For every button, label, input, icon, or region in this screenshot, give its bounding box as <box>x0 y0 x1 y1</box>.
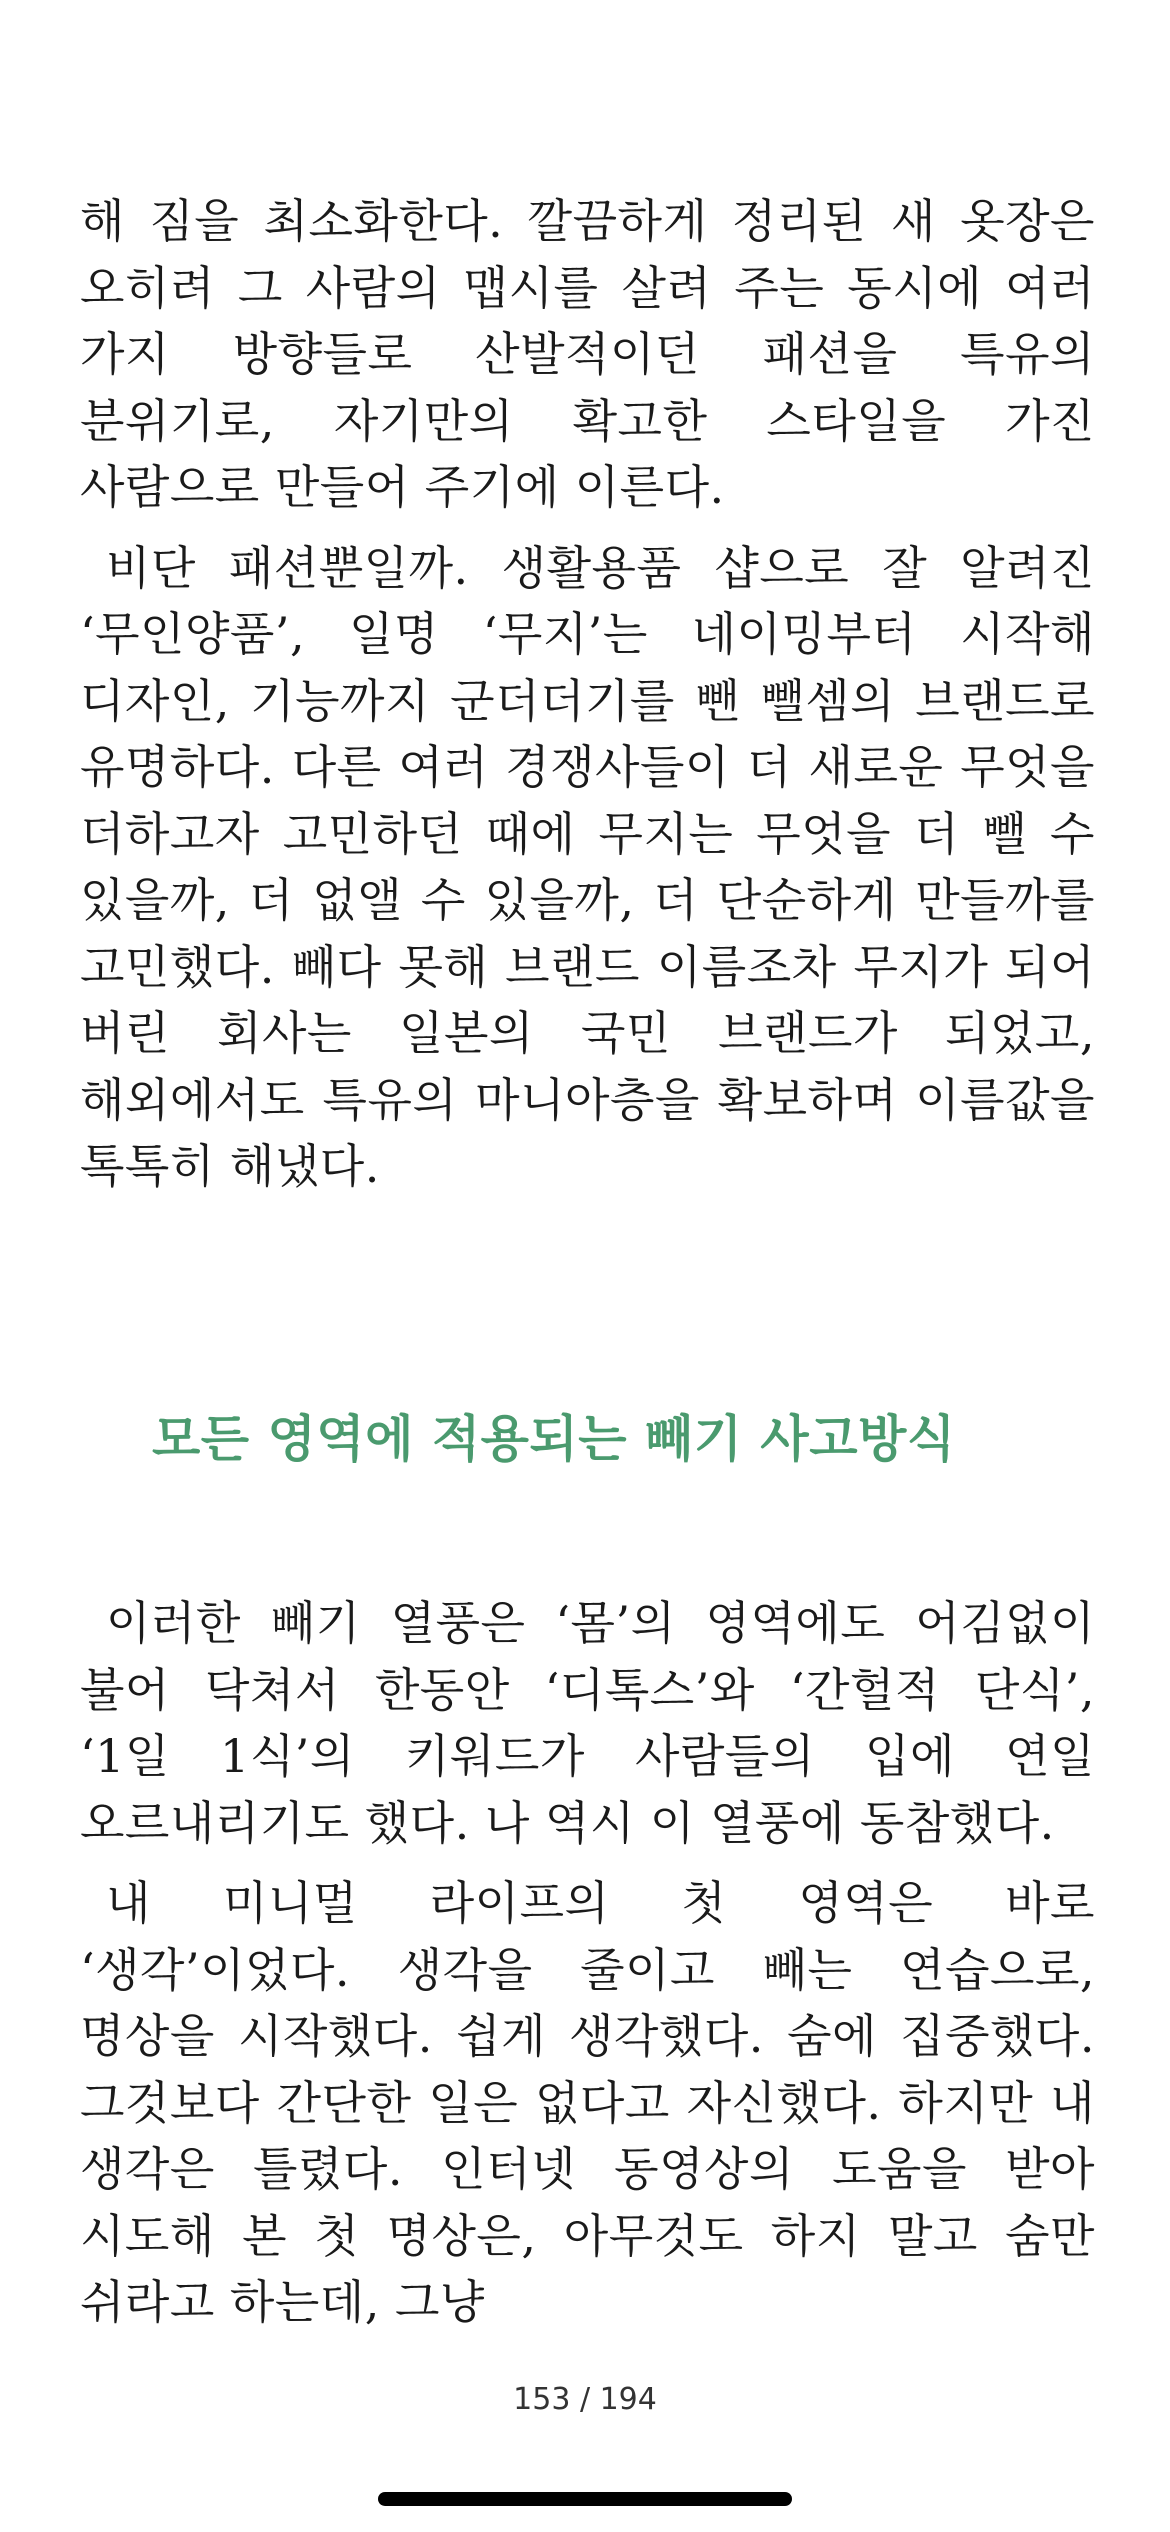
paragraph-detox: 이러한 빼기 열풍은 ‘몸’의 영역에도 어김없이 불어 닥쳐서 한동안 ‘디톡스’와 ‘간헐적 단식’, ‘1일 1식’의 키워드가 사람들의 입에 연일 오르내리기도 했다. 나 역시 이 열풍에 동참했다. <box>80 1596 1095 1850</box>
page-indicator: 153 / 194 <box>513 2382 657 2417</box>
home-indicator-bar[interactable] <box>378 2492 792 2506</box>
section-heading: 모든 영역에 적용되는 빼기 사고방식 <box>152 1410 956 1468</box>
paragraph-meditation: 내 미니멀 라이프의 첫 영역은 바로 ‘생각’이었다. 생각을 줄이고 빼는 연습으로, 명상을 시작했다. 쉽게 생각했다. 숨에 집중했다. 그것보다 간단한 일은 없다고 자신했다. 하지만 내 생각은 틀렸다. 인터넷 동영상의 도움을 받아 시도해 본 첫 명상은, 아무것도 하지 말고 숨만 쉬라고 하는데, 그냥 <box>80 1876 1095 2329</box>
paragraph-muji: 비단 패션뿐일까. 생활용품 샵으로 잘 알려진 ‘무인양품’, 일명 ‘무지’는 네이밍부터 시작해 디자인, 기능까지 군더더기를 뺀 뺄셈의 브랜드로 유명하다. 다른 여러 경쟁사들이 더 새로운 무엇을 더하고자 고민하던 때에 무지는 무엇을 더 뺄 수 있을까, 더 없앨 수 있을까, 더 단순하게 만들까를 고민했다. 빼다 못해 브랜드 이름조차 무지가 되어 버린 회사는 일본의 국민 브랜드가 되었고, 해외에서도 특유의 마니아층을 확보하며 이름값을 톡톡히 해냈다. <box>80 540 1095 1193</box>
paragraph-continued: 해 짐을 최소화한다. 깔끔하게 정리된 새 옷장은 오히려 그 사람의 맵시를 살려 주는 동시에 여러 가지 방향들로 산발적이던 패션을 특유의 분위기로, 자기만의 확고한 스타일을 가진 사람으로 만들어 주기에 이른다. <box>80 194 1095 514</box>
body-text-block-bottom <box>80 1590 1095 2336</box>
body-text-block-top <box>80 188 1095 1200</box>
